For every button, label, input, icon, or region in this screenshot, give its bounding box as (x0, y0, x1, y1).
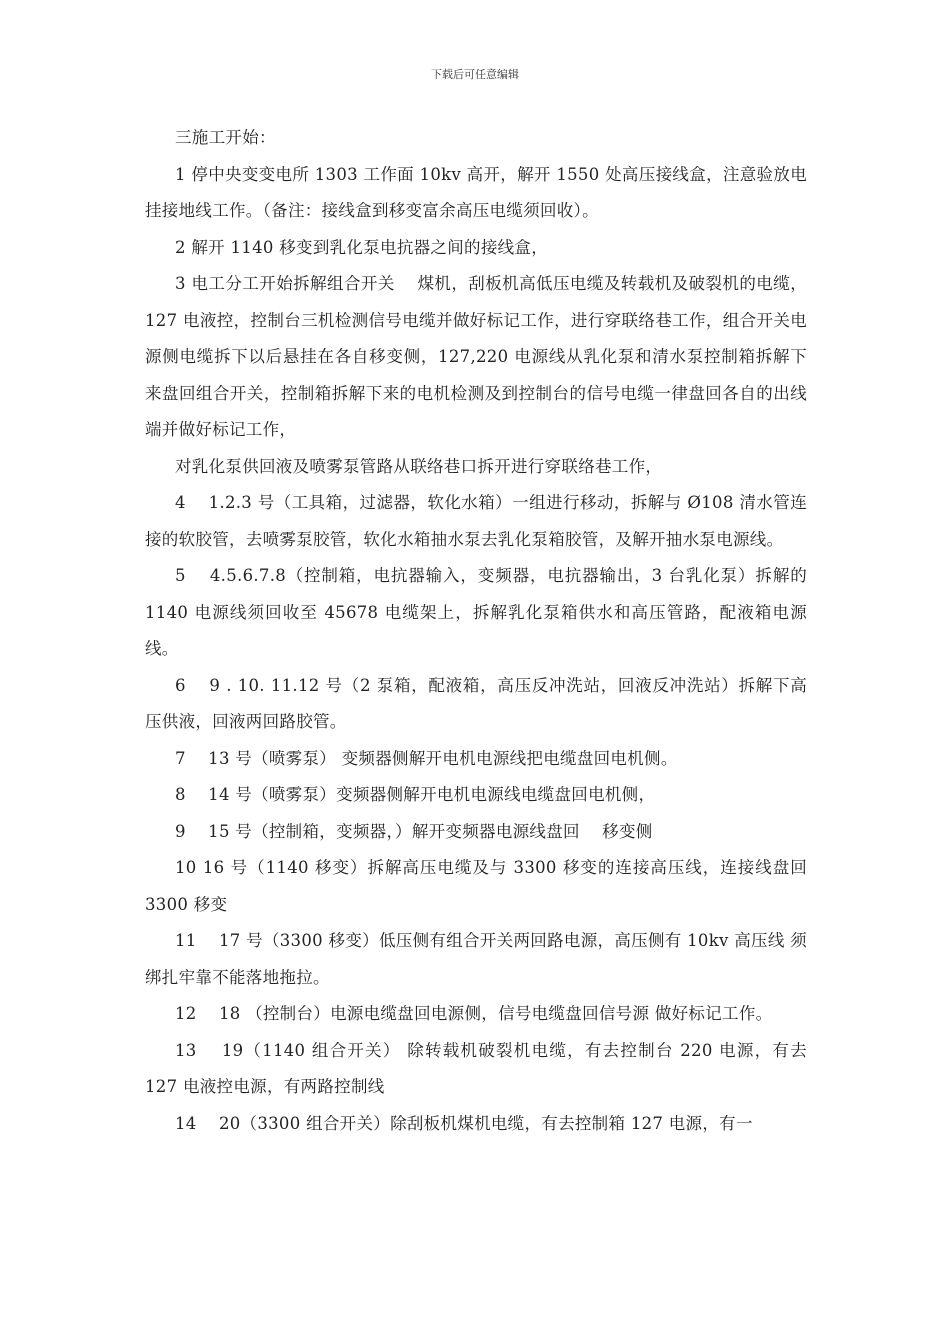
step-paragraph: 11 17 号（3300 移变）低压侧有组合开关两回路电源，高压侧有 10kv 高压线 须绑扎牢靠不能落地拖拉。 (145, 931, 807, 987)
step-paragraph: 6 9 . 10. 11.12 号（2 泵箱，配液箱，高压反冲洗站，回液反冲洗站）拆解下高压供液，回液两回路胶管。 (145, 675, 807, 731)
step-paragraph: 对乳化泵供回液及喷雾泵管路从联络巷口拆开进行穿联络巷工作， (175, 456, 663, 476)
step-paragraph: 10 16 号（1140 移变）拆解高压电缆及与 3300 移变的连接高压线，连接线盘回 3300 移变 (145, 858, 807, 914)
step-paragraph: 12 18 （控制台）电源电缆盘回电源侧，信号电缆盘回信号源 做好标记工作。 (175, 1004, 773, 1023)
step-paragraph: 8 14 号（喷雾泵）变频器侧解开电机电源线电缆盘回电机侧， (175, 785, 656, 804)
step-paragraph: 1 停中央变变电所 1303 工作面 10kv 高开，解开 1550 处高压接线盒，注意验放电挂接地线工作。（备注：接线盒到移变富余高压电缆须回收）。 (145, 164, 807, 220)
section-title: 三施工开始： (175, 128, 276, 147)
step-paragraph: 2 解开 1140 移变到乳化泵电抗器之间的接线盒， (175, 237, 549, 257)
step-paragraph: 13 19（1140 组合开关） 除转载机破裂机电缆，有去控制台 220 电源，有去 127 电液控电源，有两路控制线 (145, 1040, 807, 1096)
step-paragraph: 7 13 号（喷雾泵） 变频器侧解开电机电源线把电缆盘回电机侧。 (175, 748, 678, 768)
step-paragraph: 5 4.5.6.7.8（控制箱，电抗器输入，变频器，电抗器输出，3 台乳化泵）拆解的 1140 电源线须回收至 45678 电缆架上，拆解乳化泵箱供水和高压管路，配液箱电源线。 (145, 566, 807, 658)
step-paragraph: 9 15 号（控制箱，变频器，）解开变频器电源线盘回 移变侧 (175, 821, 653, 841)
page-header-note: 下载后可任意编辑 (431, 68, 519, 81)
step-paragraph: 3 电工分工开始拆解组合开关 煤机，刮板机高低压电缆及转载机及破裂机的电缆，127 电液控，控制台三机检测信号电缆并做好标记工作，进行穿联络巷工作，组合开关电源侧电缆拆下以后悬挂在各自移变侧，127,220 电源线从乳化泵和清水泵控制箱拆解下来盘回组合开关，控制箱拆解下来的电机检测及到控制台的信号电缆一律盘回各自的出线端并做好标记工作， (145, 274, 807, 439)
step-paragraph: 14 20（3300 组合开关）除刮板机煤机电缆，有去控制箱 127 电源，有一 (175, 1113, 753, 1133)
step-paragraph: 4 1.2.3 号（工具箱，过滤器，软化水箱）一组进行移动，拆解与 Ø108 清水管连接的软胶管，去喷雾泵胶管，软化水箱抽水泵去乳化泵箱胶管，及解开抽水泵电源线。 (145, 493, 807, 549)
document-body (145, 120, 807, 1142)
